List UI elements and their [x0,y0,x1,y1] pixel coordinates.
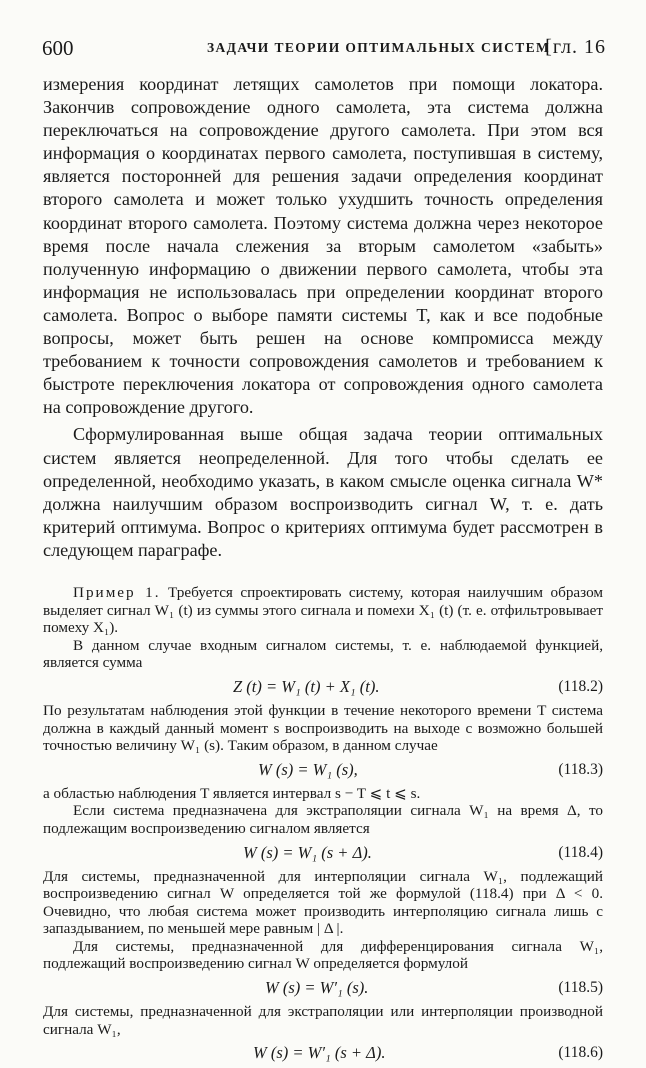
equation-118-2 [43,672,603,702]
example-text-1: В данном случае входным сигналом системы, т. е. наблюдаемой функцией, является сумма [43,636,603,672]
equation-118-6 [43,1038,603,1068]
example-intro: Требуется спроектировать систему, которая наилучшим образом выделяет сигнал W₁ (t) из суммы этого сигнала и помехи X₁ (t) (т. е. отфильтровывает помеху X₁). [43,583,604,637]
page-body [43,73,603,1068]
equation-formula: W (s) = W′₁ (s). [265,978,369,998]
equation-formula: W (s) = W₁ (s), [258,759,358,779]
equation-118-5 [43,973,603,1003]
example-text-2: По результатам наблюдения этой функции в течение некоторого времени T система должна в каждый данный момент s воспроизводить на выходе с возможно большей точностью величину W₁ (s). Таким образом, в данном случае [43,701,603,755]
equation-number: (118.5) [558,979,603,997]
equation-formula: W (s) = W₁ (s + Δ). [243,842,372,862]
example-label: Пример 1. [73,583,161,601]
paragraph-continued: измерения координат летящих самолетов при помощи локатора. Закончив сопровождение одного самолета, эта система должна переключаться на сопровождение другого самолета. При этом вся информация о координатах первого самолета, поступившая в систему, является посторонней для решения задачи определения координат второго самолета и может только ухудшить точность определения координат второго самолета. Поэтому система должна через некоторое время после начала слежения за вторым самолетом «забыть» полученную информацию о движении первого самолета, чтобы эта информация не использовалась при определении координат второго самолета. Вопрос о выборе памяти системы T, как и все подобные вопросы, может быть решен на основе компромисса между требованием к точности сопровождения самолетов и требованием к быстроте переключения локатора от сопровождения одного самолета на сопровождение другого. [43,74,603,418]
example-text-3: а областью наблюдения T является интервал s − T ⩽ t ⩽ s. [43,784,421,802]
equation-number: (118.3) [558,760,603,778]
equation-118-4 [43,838,603,868]
example-text-6: Для системы, предназначенной для дифференцирования сигнала W₁, подлежащий воспроизведению сигнал W определяется формулой [43,937,603,973]
chapter-marker: [гл. 16 [545,36,606,58]
equation-number: (118.2) [558,677,603,695]
example-statement [43,584,603,637]
example-text-4: Если система предназначена для экстраполяции сигнала W₁ на время Δ, то подлежащим воспроизведению сигналом является [43,802,603,837]
paragraph-criteria: Сформулированная выше общая задача теории оптимальных систем является неопределенной. Для того чтобы сделать ее определенной, необходимо указать, в каком смысле оценка сигнала W* должна наилучшим образом воспроизводить сигнал W, т. е. дать критерий оптимума. Вопрос о критериях оптимума будет рассмотрен в следующем параграфе. [43,424,603,560]
running-header [42,36,606,64]
equation-formula: Z (t) = W₁ (t) + X₁ (t). [233,676,380,696]
running-title: ЗАДАЧИ ТЕОРИИ ОПТИМАЛЬНЫХ СИСТЕМ [207,40,551,55]
equation-number: (118.4) [558,843,603,861]
equation-formula: W (s) = W′₁ (s + Δ). [253,1043,386,1063]
example-text-7: Для системы, предназначенной для экстраполяции или интерполяции производной сигнала W₁, [43,1003,603,1038]
example-text-5: Для системы, предназначенной для интерполяции сигнала W₁, подлежащий воспроизведению сигнал W определяется той же формулой (118.4) при Δ < 0. Очевидно, что любая система может производить интерполяцию сигнала лишь с запаздыванием, по меньшей мере равным | Δ |. [43,867,603,938]
equation-number: (118.6) [558,1044,603,1062]
equation-118-3 [43,755,603,785]
page-number: 600 [42,36,74,60]
